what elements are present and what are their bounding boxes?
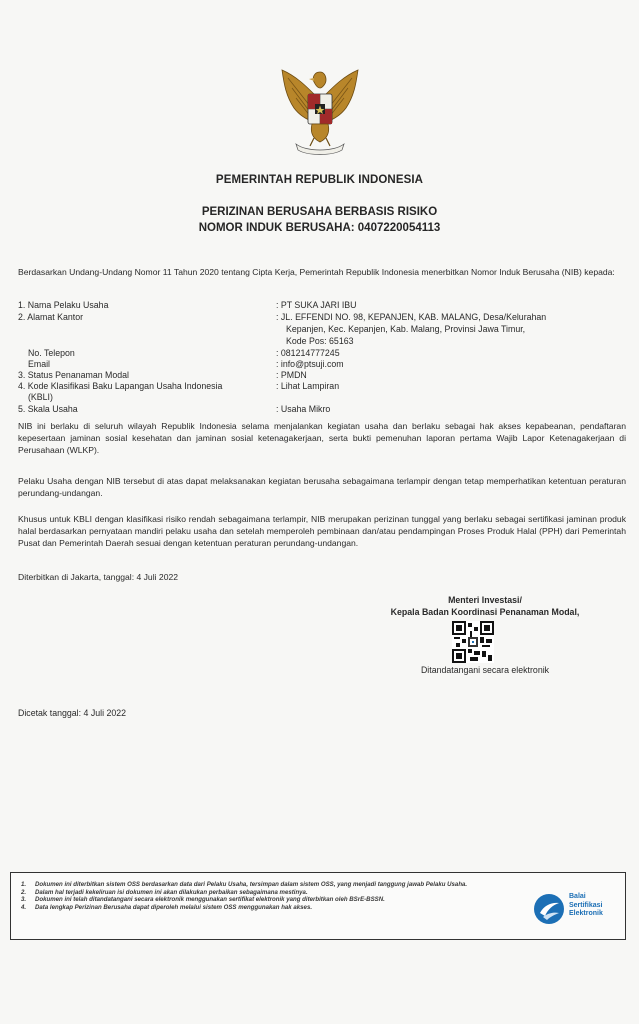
- nib-number: NOMOR INDUK BERUSAHA: 0407220054113: [198, 222, 441, 234]
- field-label: 4. Kode Klasifikasi Baku Lapangan Usaha Indonesia: [18, 381, 223, 391]
- field-label: 5. Skala Usaha: [18, 404, 78, 414]
- footer-notes-box: [10, 872, 626, 940]
- document-title: PERIZINAN BERUSAHA BERBASIS RISIKO: [201, 206, 438, 218]
- issued-line: Diterbitkan di Jakarta, tanggal: 4 Juli 2022: [18, 572, 179, 582]
- garuda-emblem-icon: [276, 66, 364, 158]
- field-value: Kepanjen, Kec. Kepanjen, Kab. Malang, Provinsi Jawa Timur,: [286, 324, 526, 334]
- signatory-title: Menteri Investasi/: [448, 595, 522, 605]
- intro-paragraph: Berdasarkan Undang-Undang Nomor 11 Tahun 2020 tentang Cipta Kerja, Pemerintah Republik Indonesia menerbitkan Nomor Induk Berusaha (NIB) kepada:: [18, 267, 615, 277]
- field-value: Kode Pos: 65163: [286, 336, 354, 346]
- field-label: Email: [28, 359, 50, 369]
- activity-paragraph: Pelaku Usaha dengan NIB tersebut di atas dapat melaksanakan kegiatan berusaha sebagaimana terlampir dengan tetap memperhatikan ketentuan peraturan perundang-undangan.: [18, 476, 626, 498]
- footer-note: 2. Dalam hal terjadi kekeliruan isi dokumen ini akan dilakukan perbaikan sebagaimana mestinya.: [21, 888, 308, 896]
- field-value: : PMDN: [276, 370, 307, 380]
- bsre-logo-icon: [533, 893, 565, 925]
- field-label: No. Telepon: [28, 348, 75, 358]
- printed-date: Dicetak tanggal: 4 Juli 2022: [18, 708, 127, 718]
- footer-note: 1. Dokumen ini diterbitkan sistem OSS berdasarkan data dari Pelaku Usaha, tersimpan dalam sistem OSS, yang menjadi tanggung jawab Pelaku Usaha.: [21, 881, 468, 888]
- footer-notes: [21, 881, 526, 911]
- bsre-name: Balai Sertifikasi Elektronik: [569, 893, 603, 917]
- government-heading: PEMERINTAH REPUBLIK INDONESIA: [215, 174, 424, 186]
- qr-code-icon: [452, 621, 494, 663]
- field-label: 3. Status Penanaman Modal: [18, 370, 130, 380]
- footer-note: 3. Dokumen ini telah ditandatangani secara elektronik menggunakan sertifikat elektronik yang diterbitkan oleh BSrE-BSSN.: [21, 896, 385, 904]
- field-label: 2. Alamat Kantor: [18, 312, 84, 322]
- halal-paragraph: Khusus untuk KBLI dengan klasifikasi risiko rendah sebagaimana terlampir, NIB merupakan perizinan tunggal yang berlaku sebagai sertifikasi jaminan produk halal berdasarkan pernyataan mandiri pelaku usaha dan setelah memperoleh pembinaan dan/atau pendampingan Proses Produk Halal (PPH) dari Pemerintah Pusat dan Pemerintah Daerah sesuai dengan ketentuan peraturan perundang-undangan.: [18, 514, 626, 548]
- electronic-signature-note: Ditandatangani secara elektronik: [420, 665, 550, 675]
- signatory-agency: Kepala Badan Koordinasi Penanaman Modal,: [390, 607, 580, 617]
- footer-note: 4. Data lengkap Perizinan Berusaha dapat diperoleh melalui sistem OSS menggunakan hak akses.: [21, 903, 313, 911]
- field-label: (KBLI): [28, 392, 53, 402]
- field-value: : Lihat Lampiran: [276, 381, 340, 391]
- field-value: : info@ptsuji.com: [276, 359, 344, 369]
- field-value: : JL. EFFENDI NO. 98, KEPANJEN, KAB. MALANG, Desa/Kelurahan: [276, 312, 547, 322]
- field-label: 1. Nama Pelaku Usaha: [18, 300, 109, 310]
- field-value: : PT SUKA JARI IBU: [276, 300, 357, 310]
- field-value: : Usaha Mikro: [276, 404, 331, 414]
- field-value: : 081214777245: [276, 348, 340, 358]
- bsre-logo: [533, 891, 623, 927]
- validity-paragraph: NIB ini berlaku di seluruh wilayah Republik Indonesia selama menjalankan kegiatan usaha dan berlaku sebagai hak akses kepabeanan, pendaftaran kepesertaan jaminan sosial kesehatan dan jaminan sosial ketenagakerjaan, serta bukti pemenuhan laporan pertama Wajib Lapor Ketenagakerjaan di Perusahaan (WLKP).: [18, 421, 626, 455]
